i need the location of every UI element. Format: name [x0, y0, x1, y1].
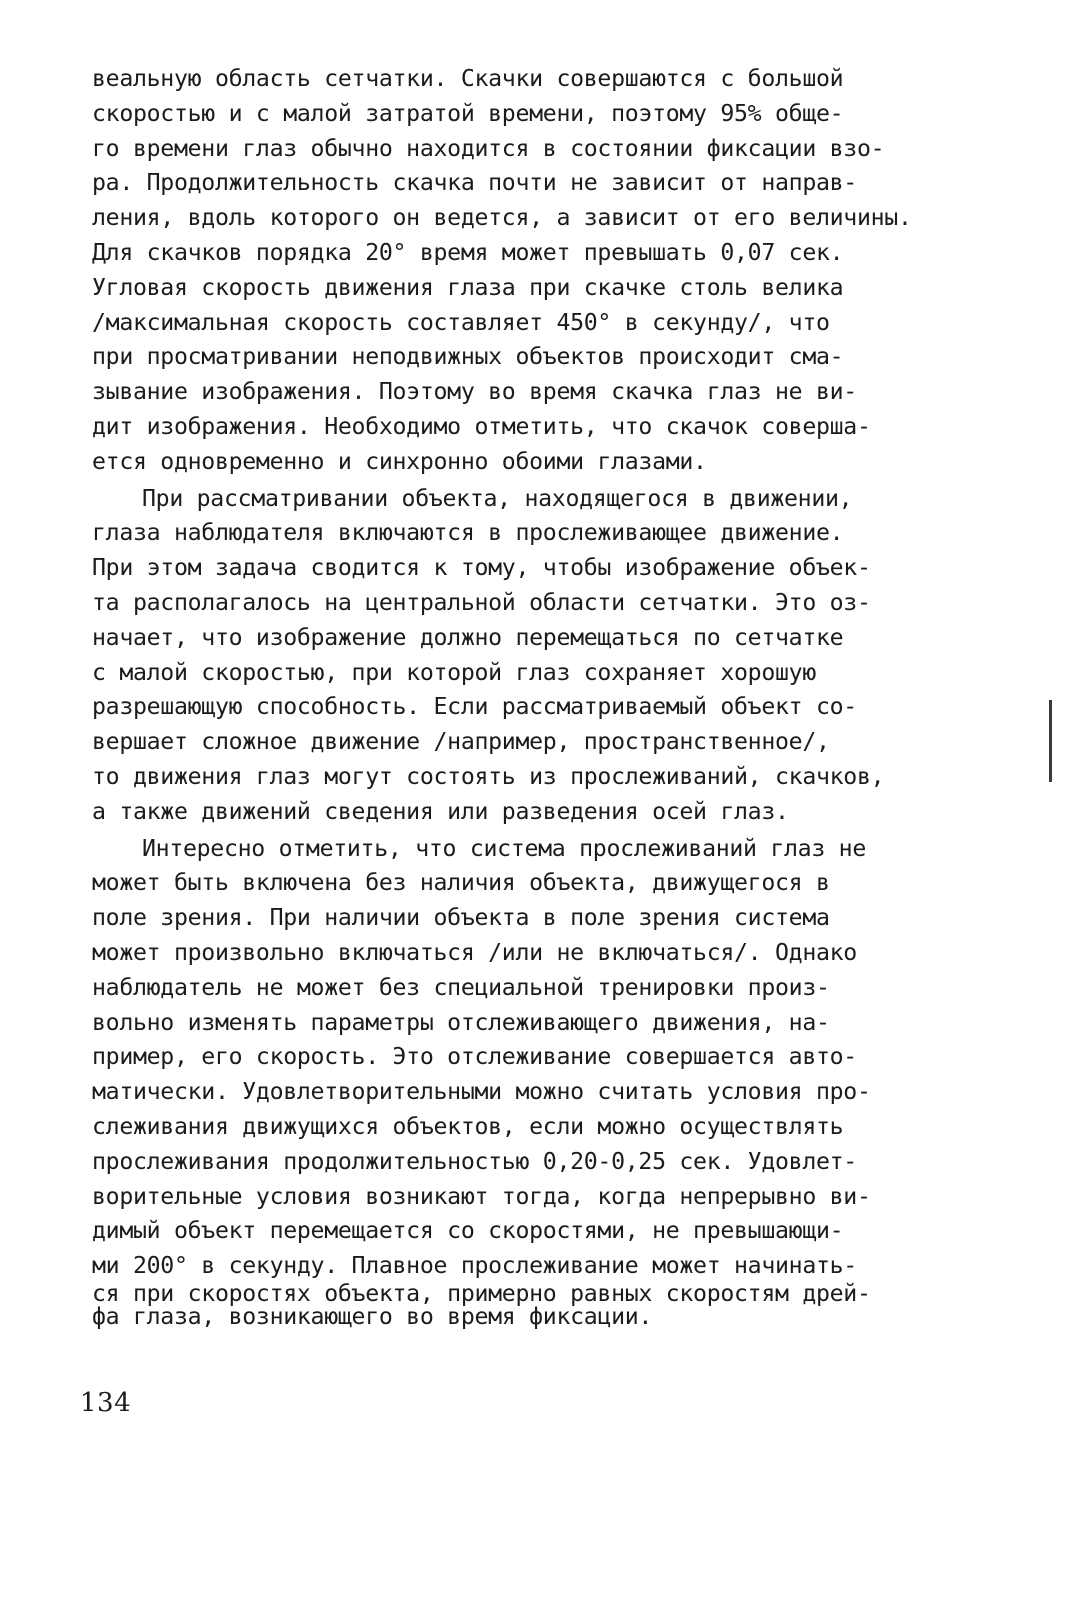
text-line: ми 200° в секунду. Плавное прослеживание может начинать-	[92, 1252, 857, 1280]
text-line: поле зрения. При наличии объекта в поле зрения система	[92, 904, 830, 932]
text-line: фа глаза, возникающего во время фиксации.	[92, 1302, 653, 1330]
text-line: с малой скоростью, при которой глаз сохраняет хорошую	[92, 658, 816, 686]
paragraph-3	[92, 832, 1052, 1330]
text-line: скоростью и с малой затратой времени, поэтому 95% обще-	[92, 99, 844, 127]
text-line: ся при скоростях объекта, примерно равных скоростям дрей-	[92, 1279, 871, 1307]
text-line: слеживания движущихся объектов, если можно осуществлять	[92, 1112, 844, 1140]
text-line: а также движений сведения или разведения осей глаз.	[92, 797, 789, 825]
text-line: дит изображения. Необходимо отметить, что скачок соверша-	[92, 412, 871, 440]
text-line: вершает сложное движение /например, пространственное/,	[92, 728, 830, 756]
text-line: то движения глаз могут состоять из прослеживаний, скачков,	[92, 762, 885, 790]
text-line: Интересно отметить, что система прослеживаний глаз не	[142, 834, 866, 862]
text-line: ворительные условия возникают тогда, когда непрерывно ви-	[92, 1182, 871, 1210]
text-line: го времени глаз обычно находится в состоянии фиксации взо-	[92, 134, 885, 162]
page-number: 134	[80, 1388, 132, 1418]
text-line: При рассматривании объекта, находящегося в движении,	[142, 484, 853, 512]
text-line: матически. Удовлетворительными можно считать условия про-	[92, 1078, 871, 1106]
page-text-body	[92, 62, 1052, 1330]
paragraph-1	[92, 62, 1052, 480]
text-line: наблюдатель не может без специальной тренировки произ-	[92, 973, 830, 1001]
paragraph-2	[92, 482, 1052, 830]
scan-edge-mark	[1049, 700, 1052, 782]
text-line: разрешающую способность. Если рассматриваемый объект со-	[92, 693, 857, 721]
text-line: При этом задача сводится к тому, чтобы изображение объек-	[92, 554, 871, 582]
text-line: /максимальная скорость составляет 450° в секунду/, что	[92, 308, 830, 336]
text-line: Угловая скорость движения глаза при скачке столь велика	[92, 273, 844, 301]
text-line: димый объект перемещается со скоростями, не превышающи-	[92, 1217, 844, 1245]
text-line: ра. Продолжительность скачка почти не зависит от направ-	[92, 169, 857, 197]
text-line: начает, что изображение должно перемещаться по сетчатке	[92, 623, 844, 651]
text-line: ления, вдоль которого он ведется, а зависит от его величины.	[92, 204, 912, 232]
text-line: зывание изображения. Поэтому во время скачка глаз не ви-	[92, 378, 857, 406]
text-line: та располагалось на центральной области сетчатки. Это оз-	[92, 588, 871, 616]
text-line: пример, его скорость. Это отслеживание совершается авто-	[92, 1043, 857, 1071]
text-line: может быть включена без наличия объекта, движущегося в	[92, 869, 830, 897]
text-line: может произвольно включаться /или не включаться/. Однако	[92, 938, 857, 966]
text-line: Для скачков порядка 20° время может превышать 0,07 сек.	[92, 238, 844, 266]
text-line: ется одновременно и синхронно обоими глазами.	[92, 447, 707, 475]
text-line: вольно изменять параметры отслеживающего движения, на-	[92, 1008, 830, 1036]
text-line: глаза наблюдателя включаются в прослеживающее движение.	[92, 519, 844, 547]
text-line: веальную область сетчатки. Скачки совершаются с большой	[92, 65, 844, 92]
text-line: при просматривании неподвижных объектов происходит сма-	[92, 343, 844, 371]
text-line: прослеживания продолжительностью 0,20-0,25 сек. Удовлет-	[92, 1147, 857, 1175]
